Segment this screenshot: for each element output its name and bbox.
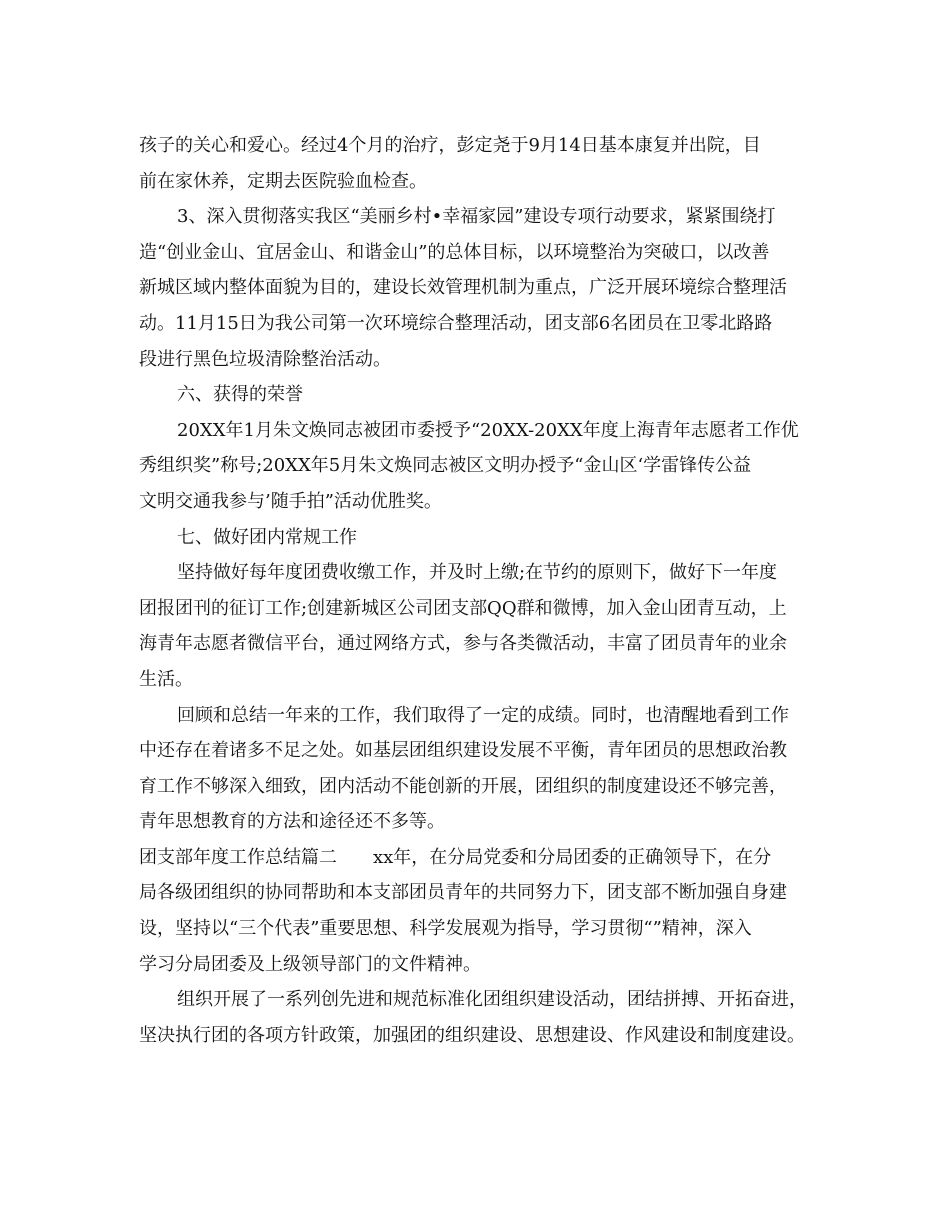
text-line: 生活。 (139, 668, 193, 690)
text-line: 20XX年1月朱文焕同志被团市委授予“20XX-20XX年度上海青年志愿者工作优 (177, 419, 799, 441)
text-line: 青年思想教育的方法和途径还不多等。 (139, 811, 445, 833)
text-line: 海青年志愿者微信平台，通过网络方式，参与各类微活动，丰富了团员青年的业余 (139, 633, 787, 655)
text-line: 回顾和总结一年来的工作，我们取得了一定的成绩。同时，也清醒地看到工作 (177, 704, 789, 726)
text-line: 团报团刊的征订工作;创建新城区公司团支部QQ群和微博，加入金山团青互动，上 (139, 597, 787, 619)
text-line: 文明交通我参与’随手拍”活动优胜奖。 (139, 490, 442, 512)
text-line: 组织开展了一系列创先进和规范标准化团组织建设活动，团结拼搏、开拓奋进， (177, 989, 807, 1011)
text-line: 坚持做好每年度团费收缴工作，并及时上缴;在节约的原则下，做好下一年度 (177, 562, 778, 584)
text-line: 团支部年度工作总结篇二 xx年，在分局党委和分局团委的正确领导下，在分 (139, 846, 772, 868)
text-line: 新城区域内整体面貌为目的，建设长效管理机制为重点，广泛开展环境综合整理活 (139, 277, 787, 299)
text-line: 秀组织奖”称号;20XX年5月朱文焕同志被区文明办授予“金山区‘学雷锋传公益 (139, 455, 752, 477)
text-line: 学习分局团委及上级领导部门的文件精神。 (139, 953, 481, 975)
text-line: 中还存在着诸多不足之处。如基层团组织建设发展不平衡，青年团员的思想政治教 (139, 740, 787, 762)
text-line: 六、获得的荣誉 (177, 384, 303, 406)
text-line: 3、深入贯彻落实我区“美丽乡村•幸福家园”建设专项行动要求，紧紧围绕打 (177, 206, 776, 228)
text-line: 前在家休养，定期去医院验血检查。 (139, 170, 427, 192)
text-line: 坚决执行团的各项方针政策，加强团的组织建设、思想建设、作风建设和制度建设。 (139, 1024, 805, 1046)
text-line: 段进行黑色垃圾清除整治活动。 (139, 348, 391, 370)
document-body (139, 128, 829, 1053)
text-line: 局各级团组织的协同帮助和本支部团员青年的共同努力下，团支部不断加强自身建 (139, 882, 787, 904)
text-line: 孩子的关心和爱心。经过4个月的治疗，彭定尧于9月14日基本康复并出院，目 (139, 135, 761, 156)
text-line: 七、做好团内常规工作 (177, 526, 357, 548)
text-line: 造“创业金山、宜居金山、和谐金山”的总体目标，以环境整治为突破口，以改善 (139, 241, 770, 263)
text-line: 设，坚持以“三个代表”重要思想、科学发展观为指导，学习贯彻“”精神，深入 (139, 918, 752, 940)
text-line: 动。11月15日为我公司第一次环境综合整理活动，团支部6名团员在卫零北路路 (139, 312, 773, 334)
text-line: 育工作不够深入细致，团内活动不能创新的开展，团组织的制度建设还不够完善， (139, 775, 787, 797)
